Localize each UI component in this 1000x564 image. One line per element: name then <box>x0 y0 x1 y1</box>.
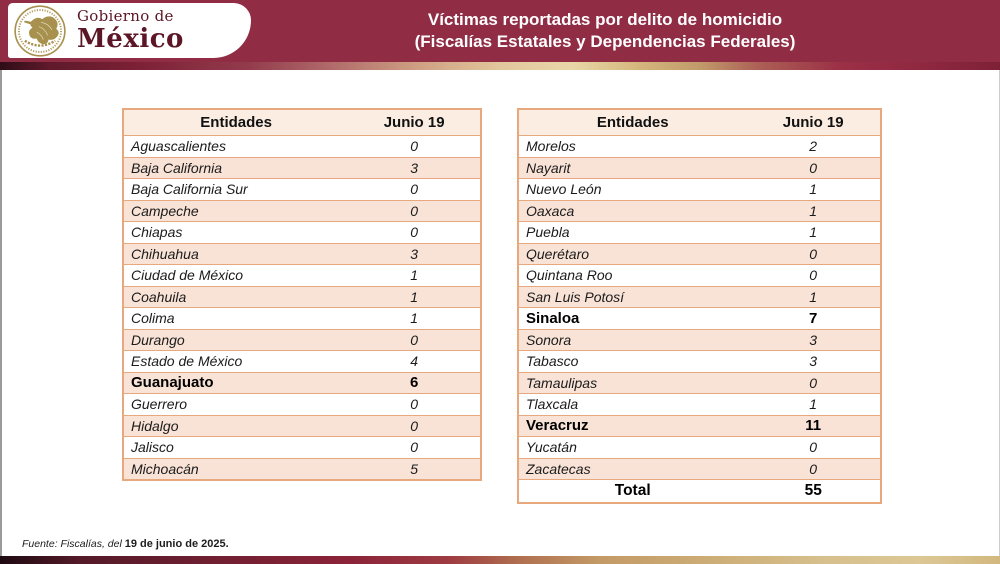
total-row <box>519 479 880 502</box>
entity-value: 3 <box>410 245 419 262</box>
entity-name: Estado de México <box>131 353 243 370</box>
entity-value: 0 <box>410 439 419 456</box>
entity-name: Guerrero <box>131 396 188 413</box>
entity-value: 1 <box>410 310 419 327</box>
table-row <box>124 372 480 394</box>
entity-name: Hidalgo <box>131 417 179 434</box>
source-prefix: Fuente: Fiscalías, del <box>22 538 125 550</box>
states-table-left <box>122 108 482 481</box>
entity-value: 7 <box>809 309 818 327</box>
entity-name: San Luis Potosí <box>526 288 625 305</box>
source-date: 19 de junio de 2025. <box>124 538 229 550</box>
entity-name: Coahuila <box>131 288 187 305</box>
total-label: Total <box>614 482 651 499</box>
table-row <box>124 221 480 243</box>
entity-value: 1 <box>809 288 818 305</box>
entity-name: Baja California <box>131 159 223 176</box>
entity-name: Sinaloa <box>526 309 580 327</box>
table-row <box>519 264 880 286</box>
table-row <box>124 415 480 437</box>
entity-name: Baja California Sur <box>131 181 248 198</box>
table-row <box>124 135 480 157</box>
table-row <box>519 372 880 394</box>
table-row <box>519 393 880 415</box>
title-line-1: Víctimas reportadas por delito de homicidio <box>427 10 783 29</box>
entity-value: 1 <box>809 202 818 219</box>
column-header-junio19: Junio 19 <box>383 114 445 131</box>
table-row <box>124 350 480 372</box>
entity-value: 0 <box>809 245 818 262</box>
table-row <box>519 286 880 308</box>
entity-name: Campeche <box>131 202 199 219</box>
table-row <box>519 178 880 200</box>
entity-value: 0 <box>410 396 419 413</box>
entity-name: Durango <box>131 331 185 348</box>
entity-value: 0 <box>809 439 818 456</box>
title-line-2: (Fiscalías Estatales y Dependencias Federales) <box>414 32 796 51</box>
entity-value: 5 <box>410 460 419 477</box>
logo-gobierno-de: Gobierno de <box>77 7 174 25</box>
table-row <box>519 415 880 437</box>
table-row <box>519 307 880 329</box>
entity-name: Yucatán <box>526 439 577 456</box>
table-row <box>124 393 480 415</box>
entity-name: Tamaulipas <box>526 374 598 391</box>
table-row <box>519 200 880 222</box>
entity-value: 2 <box>809 138 818 155</box>
entity-value: 1 <box>809 224 818 241</box>
entity-value: 1 <box>809 396 818 413</box>
page-title <box>255 9 955 53</box>
entity-value: 1 <box>410 267 419 284</box>
table-row <box>519 243 880 265</box>
entity-name: Chihuahua <box>131 245 199 262</box>
entity-name: Oaxaca <box>526 202 575 219</box>
table-row <box>519 436 880 458</box>
table-row <box>124 178 480 200</box>
entity-name: Chiapas <box>131 224 183 241</box>
table-header-row <box>124 110 480 135</box>
table-row <box>124 458 480 480</box>
entity-value: 0 <box>410 181 419 198</box>
table-row <box>519 329 880 351</box>
entity-name: Quintana Roo <box>526 267 613 284</box>
table-row <box>124 200 480 222</box>
table-row <box>519 458 880 480</box>
table-row <box>124 329 480 351</box>
entity-name: Tabasco <box>526 353 579 370</box>
table-row <box>519 221 880 243</box>
entity-name: Sonora <box>526 331 572 348</box>
table-header-row <box>519 110 880 135</box>
table-row <box>124 286 480 308</box>
entity-name: Tlaxcala <box>526 396 579 413</box>
table-row <box>124 243 480 265</box>
table-row <box>519 135 880 157</box>
entity-name: Veracruz <box>526 417 589 435</box>
entity-name: Nuevo León <box>526 181 602 198</box>
entity-value: 3 <box>809 353 818 370</box>
entity-value: 0 <box>809 267 818 284</box>
table-row <box>519 157 880 179</box>
left-edge-line <box>0 70 2 556</box>
entity-value: 1 <box>809 181 818 198</box>
bottom-gradient-bar <box>0 556 1000 564</box>
entity-value: 3 <box>809 331 818 348</box>
entity-name: Michoacán <box>131 460 199 477</box>
entity-value: 0 <box>809 159 818 176</box>
column-header-entidades: Entidades <box>596 114 669 131</box>
entity-value: 6 <box>409 374 419 392</box>
total-value: 55 <box>804 482 822 499</box>
table-row <box>124 307 480 329</box>
gobierno-de-mexico-logo <box>8 3 251 58</box>
mexico-coat-of-arms-icon <box>13 4 67 58</box>
states-table-right <box>517 108 882 504</box>
entity-value: 0 <box>410 331 419 348</box>
entity-name: Jalisco <box>131 439 174 456</box>
entity-name: Querétaro <box>526 245 590 262</box>
logo-mexico: México <box>77 24 184 54</box>
entity-name: Nayarit <box>526 159 571 176</box>
entity-value: 0 <box>809 460 818 477</box>
entity-value: 1 <box>410 288 419 305</box>
source-note <box>22 538 229 550</box>
entity-name: Ciudad de México <box>131 267 244 284</box>
table-row <box>124 157 480 179</box>
entity-value: 0 <box>809 374 818 391</box>
column-header-entidades: Entidades <box>200 114 272 131</box>
table-row <box>124 264 480 286</box>
logo-wordmark <box>77 9 184 52</box>
entity-name: Guanajuato <box>131 374 214 392</box>
entity-value: 0 <box>410 224 419 241</box>
column-header-junio19: Junio 19 <box>782 114 844 131</box>
entity-value: 11 <box>805 417 822 435</box>
entity-value: 0 <box>410 417 419 434</box>
entity-value: 0 <box>410 202 419 219</box>
entity-name: Zacatecas <box>526 460 591 477</box>
entity-name: Colima <box>131 310 175 327</box>
entity-name: Aguascalientes <box>131 138 226 155</box>
entity-value: 4 <box>410 353 419 370</box>
table-row <box>519 350 880 372</box>
entity-name: Puebla <box>526 224 570 241</box>
entity-value: 3 <box>410 159 419 176</box>
header-gradient-stripe <box>0 62 1000 70</box>
entity-value: 0 <box>410 138 419 155</box>
entity-name: Morelos <box>526 138 576 155</box>
table-row <box>124 436 480 458</box>
